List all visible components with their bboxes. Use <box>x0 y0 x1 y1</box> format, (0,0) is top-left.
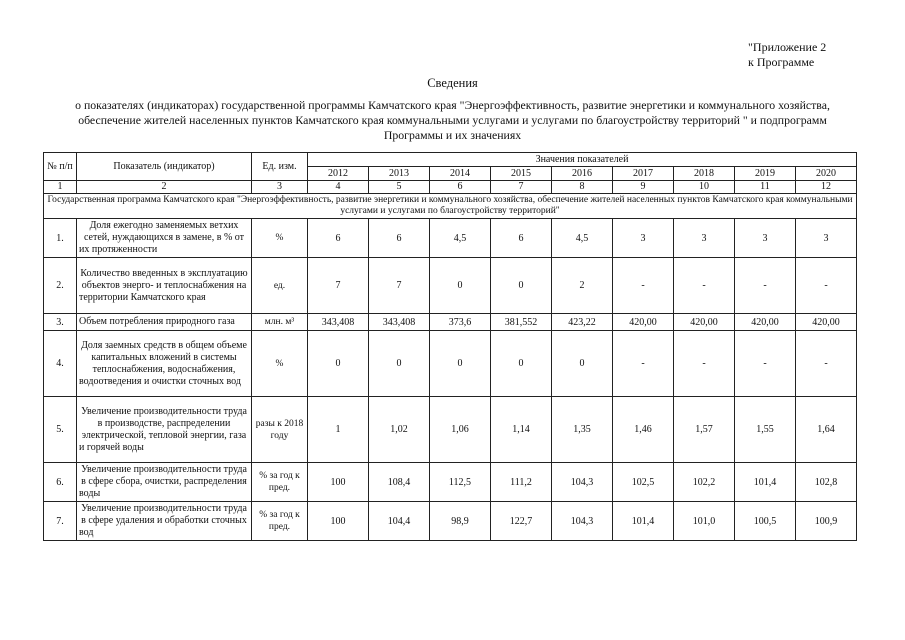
indicator-value: 420,00 <box>613 314 674 331</box>
indicator-value: 0 <box>552 331 613 397</box>
indicator-value: 1,64 <box>796 397 857 463</box>
indicator-value: - <box>796 258 857 314</box>
year-header: 2013 <box>369 167 430 181</box>
row-number: 3. <box>44 314 77 331</box>
indicator-value: - <box>613 258 674 314</box>
index-cell: 3 <box>252 181 308 194</box>
indicator-value: 100 <box>308 502 369 541</box>
year-header: 2016 <box>552 167 613 181</box>
indicator-name: Объем потребления природного газа <box>77 314 252 331</box>
indicator-value: 1,46 <box>613 397 674 463</box>
indicator-value: 3 <box>735 219 796 258</box>
indicator-value: 343,408 <box>308 314 369 331</box>
indicator-value: - <box>735 258 796 314</box>
year-header: 2017 <box>613 167 674 181</box>
indicator-row <box>44 219 857 258</box>
indicator-value: 102,5 <box>613 463 674 502</box>
indicator-value: - <box>613 331 674 397</box>
year-header: 2018 <box>674 167 735 181</box>
index-cell: 5 <box>369 181 430 194</box>
indicator-value: 3 <box>796 219 857 258</box>
indicator-value: 2 <box>552 258 613 314</box>
row-number: 2. <box>44 258 77 314</box>
indicator-name: Увеличение производительности труда в сфере сбора, очистки, распределения воды <box>77 463 252 502</box>
indicator-unit: ед. <box>252 258 308 314</box>
indicator-value: - <box>735 331 796 397</box>
indicator-value: 381,552 <box>491 314 552 331</box>
indicator-value: 112,5 <box>430 463 491 502</box>
indicator-value: 1,06 <box>430 397 491 463</box>
indicator-value: 104,3 <box>552 463 613 502</box>
subtitle-line-3: Программы и их значениях <box>383 128 522 142</box>
indicator-value: 0 <box>491 258 552 314</box>
indicator-value: 0 <box>430 258 491 314</box>
index-row <box>44 181 857 194</box>
header-num: № п/п <box>44 153 77 181</box>
indicator-unit: разы к 2018 году <box>252 397 308 463</box>
indicator-value: 343,408 <box>369 314 430 331</box>
indicator-value: 1 <box>308 397 369 463</box>
indicator-value: 102,2 <box>674 463 735 502</box>
indicator-value: 423,22 <box>552 314 613 331</box>
indicator-value: 122,7 <box>491 502 552 541</box>
year-header: 2020 <box>796 167 857 181</box>
indicator-value: 4,5 <box>430 219 491 258</box>
indicator-value: 1,55 <box>735 397 796 463</box>
index-cell: 12 <box>796 181 857 194</box>
indicator-value: 102,8 <box>796 463 857 502</box>
program-title: Государственная программа Камчатского края "Энергоэффективность, развитие энергетики и коммунального хозяйства, обеспечение жителей населенных пунктов Камчатского края коммунальными услугами и услугами по благоустройству территорий" <box>44 194 857 219</box>
indicator-value: 98,9 <box>430 502 491 541</box>
indicator-row <box>44 463 857 502</box>
appendix-line-1: "Приложение 2 <box>748 40 827 54</box>
header-values: Значения показателей <box>308 153 857 167</box>
indicator-value: 1,02 <box>369 397 430 463</box>
indicator-name: Доля заемных средств в общем объеме капитальных вложений в системы теплоснабжения, водоснабжения, водоотведения и очистки сточных вод <box>77 331 252 397</box>
indicator-name: Доля ежегодно заменяемых ветхих сетей, нуждающихся в замене, в % от их протяженности <box>77 219 252 258</box>
indicator-row <box>44 502 857 541</box>
index-cell: 10 <box>674 181 735 194</box>
indicator-value: 1,14 <box>491 397 552 463</box>
indicator-name: Увеличение производительности труда в производстве, распределении электрической, тепловой энергии, газа и горячей воды <box>77 397 252 463</box>
indicator-unit: % <box>252 219 308 258</box>
document-title: Сведения <box>427 76 478 90</box>
indicator-value: 101,0 <box>674 502 735 541</box>
indicator-value: - <box>674 258 735 314</box>
indicator-row <box>44 331 857 397</box>
indicator-value: 0 <box>430 331 491 397</box>
indicator-value: 420,00 <box>674 314 735 331</box>
indicator-value: 0 <box>308 331 369 397</box>
program-row <box>44 194 857 219</box>
indicator-value: 111,2 <box>491 463 552 502</box>
indicator-value: 7 <box>369 258 430 314</box>
index-cell: 9 <box>613 181 674 194</box>
subtitle-line-1: о показателях (индикаторах) государственной программы Камчатского края "Энергоэффективность, развитие энергетики и коммунального хозяйства, <box>75 98 830 112</box>
indicator-value: 6 <box>491 219 552 258</box>
index-cell: 4 <box>308 181 369 194</box>
row-number: 1. <box>44 219 77 258</box>
year-header: 2019 <box>735 167 796 181</box>
index-cell: 1 <box>44 181 77 194</box>
indicator-value: 420,00 <box>735 314 796 331</box>
indicator-row <box>44 314 857 331</box>
indicator-value: 7 <box>308 258 369 314</box>
indicator-value: 6 <box>308 219 369 258</box>
indicator-value: - <box>796 331 857 397</box>
indicator-name: Увеличение производительности труда в сфере удаления и обработки сточных вод <box>77 502 252 541</box>
header-indicator: Показатель (индикатор) <box>77 153 252 181</box>
table-body <box>44 181 857 541</box>
indicator-value: 0 <box>491 331 552 397</box>
indicator-value: 420,00 <box>796 314 857 331</box>
year-header: 2012 <box>308 167 369 181</box>
year-header: 2014 <box>430 167 491 181</box>
row-number: 5. <box>44 397 77 463</box>
indicator-value: 0 <box>369 331 430 397</box>
index-cell: 6 <box>430 181 491 194</box>
indicator-value: 1,35 <box>552 397 613 463</box>
indicator-unit: % <box>252 331 308 397</box>
indicator-value: 100,5 <box>735 502 796 541</box>
indicator-value: 100,9 <box>796 502 857 541</box>
index-cell: 7 <box>491 181 552 194</box>
index-cell: 11 <box>735 181 796 194</box>
indicator-value: 101,4 <box>613 502 674 541</box>
indicator-value: 3 <box>613 219 674 258</box>
appendix-line-2: к Программе <box>748 55 815 69</box>
indicator-value: 1,57 <box>674 397 735 463</box>
indicator-value: 101,4 <box>735 463 796 502</box>
indicator-unit: % за год к пред. <box>252 463 308 502</box>
year-header: 2015 <box>491 167 552 181</box>
header-unit: Ед. изм. <box>252 153 308 181</box>
index-cell: 2 <box>77 181 252 194</box>
indicator-unit: млн. м³ <box>252 314 308 331</box>
indicator-value: 6 <box>369 219 430 258</box>
indicator-row <box>44 258 857 314</box>
index-cell: 8 <box>552 181 613 194</box>
appendix-note <box>748 40 826 70</box>
row-number: 4. <box>44 331 77 397</box>
indicator-value: 104,3 <box>552 502 613 541</box>
indicator-value: 104,4 <box>369 502 430 541</box>
indicator-value: 373,6 <box>430 314 491 331</box>
row-number: 6. <box>44 463 77 502</box>
indicator-value: 100 <box>308 463 369 502</box>
indicator-value: 4,5 <box>552 219 613 258</box>
indicator-row <box>44 397 857 463</box>
document-subtitle <box>40 98 865 143</box>
subtitle-line-2: обеспечение жителей населенных пунктов Камчатского края коммунальными услугами и услугами по благоустройству территорий " и подпрограмм <box>78 113 827 127</box>
indicator-name: Количество введенных в эксплуатацию объектов энерго- и теплоснабжения на территории Камчатского края <box>77 258 252 314</box>
indicators-table <box>43 152 857 541</box>
indicator-value: - <box>674 331 735 397</box>
row-number: 7. <box>44 502 77 541</box>
indicator-unit: % за год к пред. <box>252 502 308 541</box>
indicator-value: 3 <box>674 219 735 258</box>
indicator-value: 108,4 <box>369 463 430 502</box>
